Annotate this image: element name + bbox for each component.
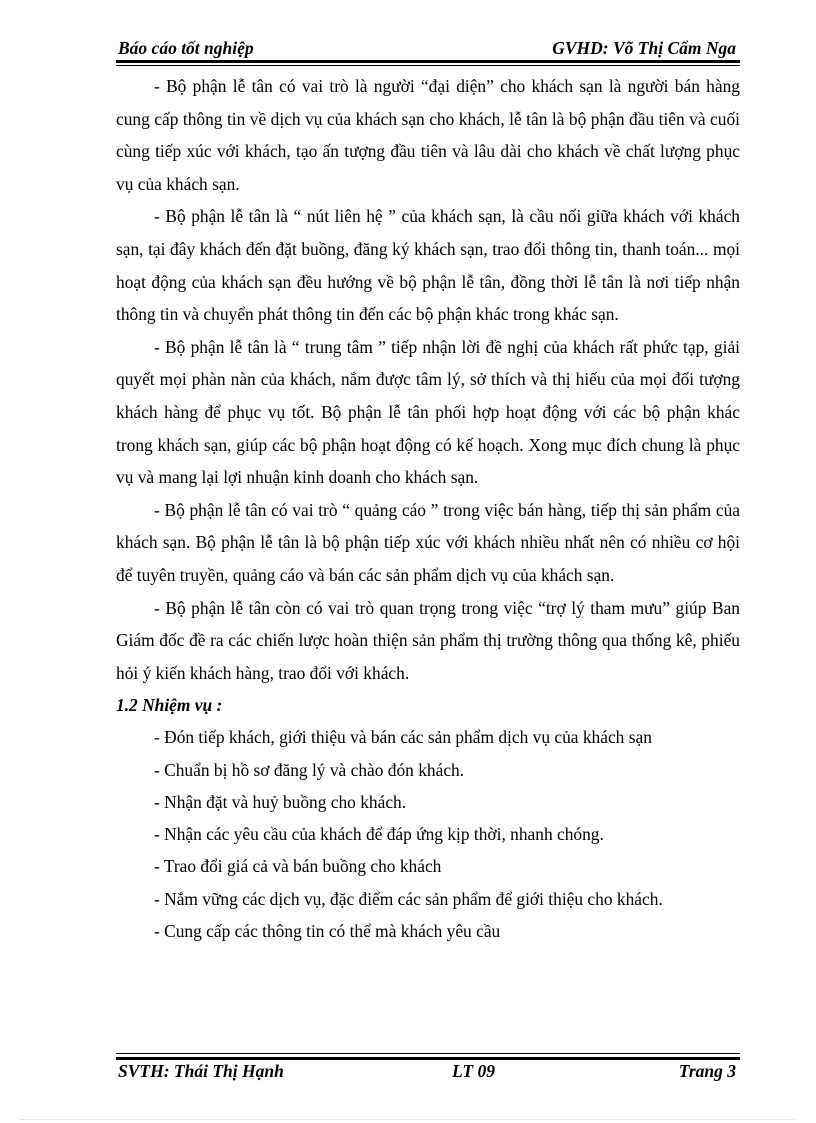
task-item: - Chuẩn bị hồ sơ đăng lý và chào đón khách. (154, 759, 465, 780)
paragraph-representative: - Bộ phận lễ tân có vai trò là người “đại diện” cho khách sạn là người bán hàng cung cấp thông tin về dịch vụ của khách sạn cho khách, lễ tân là bộ phận đầu tiên và cuối cùng tiếp xúc với khách, tạo ấn tượng đầu tiên và lâu dài cho khách về chất lượng phục vụ của khách sạn. (116, 76, 740, 194)
page-footer (116, 1061, 740, 1087)
footer-rule-thin (116, 1053, 740, 1054)
footer-student: SVTH: Thái Thị Hạnh (118, 1061, 284, 1081)
footer-rule-thick (116, 1057, 740, 1060)
page-header (116, 36, 740, 60)
section-title: 1.2 Nhiệm vụ : (116, 695, 223, 716)
header-rule-thick (116, 60, 740, 63)
footer-class: LT 09 (452, 1061, 495, 1081)
page-bottom-border (20, 1119, 796, 1120)
paragraph-advisor-role: - Bộ phận lễ tân còn có vai trò quan trọng trong việc “trợ lý tham mưu” giúp Ban Giám đốc đề ra các chiến lược hoàn thiện sản phẩm thị trường thông qua thống kê, phiếu hỏi ý kiến khách hàng, trao đổi với khách. (116, 597, 740, 683)
paragraph-contact-point: - Bộ phận lễ tân là “ nút liên hệ ” của khách sạn, là cầu nối giữa khách với khách sạn, tại đây khách đến đặt buồng, đăng ký khách sạn, trao đổi thông tin, thanh toán... mọi hoạt động của khách sạn đều hướng về bộ phận lễ tân, đồng thời lễ tân là nơi tiếp nhận thông tin và chuyển phát thông tin đến các bộ phận khác trong khác sạn. (116, 206, 740, 325)
task-item: - Nhận đặt và huỷ buồng cho khách. (154, 791, 407, 812)
task-item: - Đón tiếp khách, giới thiệu và bán các sản phẩm dịch vụ của khách sạn (154, 727, 652, 748)
paragraph-center: - Bộ phận lễ tân là “ trung tâm ” tiếp nhận lời đề nghị của khách rất phức tạp, giải quyết mọi phàn nàn của khách, nắm được tâm lý, sở thích và thị hiếu của mọi đối tượng khách hàng để phục vụ tốt. Bộ phận lễ tân phối hợp hoạt động với các bộ phận khác trong khách sạn, giúp các bộ phận hoạt động có kế hoạch. Xong mục đích chung là phục vụ và mang lại lợi nhuận kinh doanh cho khách sạn. (116, 336, 740, 488)
footer-page-number: Trang 3 (678, 1061, 736, 1081)
page-body (116, 70, 740, 947)
task-item: - Nhận các yêu cầu của khách để đáp ứng kịp thời, nhanh chóng. (154, 824, 604, 845)
task-item: - Trao đổi giá cả và bán buồng cho khách (154, 856, 442, 877)
task-item: - Cung cấp các thông tin có thể mà khách yêu cầu (154, 921, 501, 942)
header-advisor: GVHD: Võ Thị Cẩm Nga (552, 38, 736, 58)
paragraph-advertising: - Bộ phận lễ tân có vai trò “ quảng cáo ” trong việc bán hàng, tiếp thị sản phẩm của khách sạn. Bộ phận lễ tân là bộ phận tiếp xúc với khách nhiều nhất nên có nhiều cơ hội để tuyên truyền, quảng cáo và bán các sản phẩm dịch vụ của khách sạn. (116, 499, 740, 585)
header-report-title: Báo cáo tốt nghiệp (118, 38, 254, 58)
header-rule-thin (116, 65, 740, 66)
task-item: - Nắm vững các dịch vụ, đặc điểm các sản phẩm để giới thiệu cho khách. (154, 888, 663, 909)
